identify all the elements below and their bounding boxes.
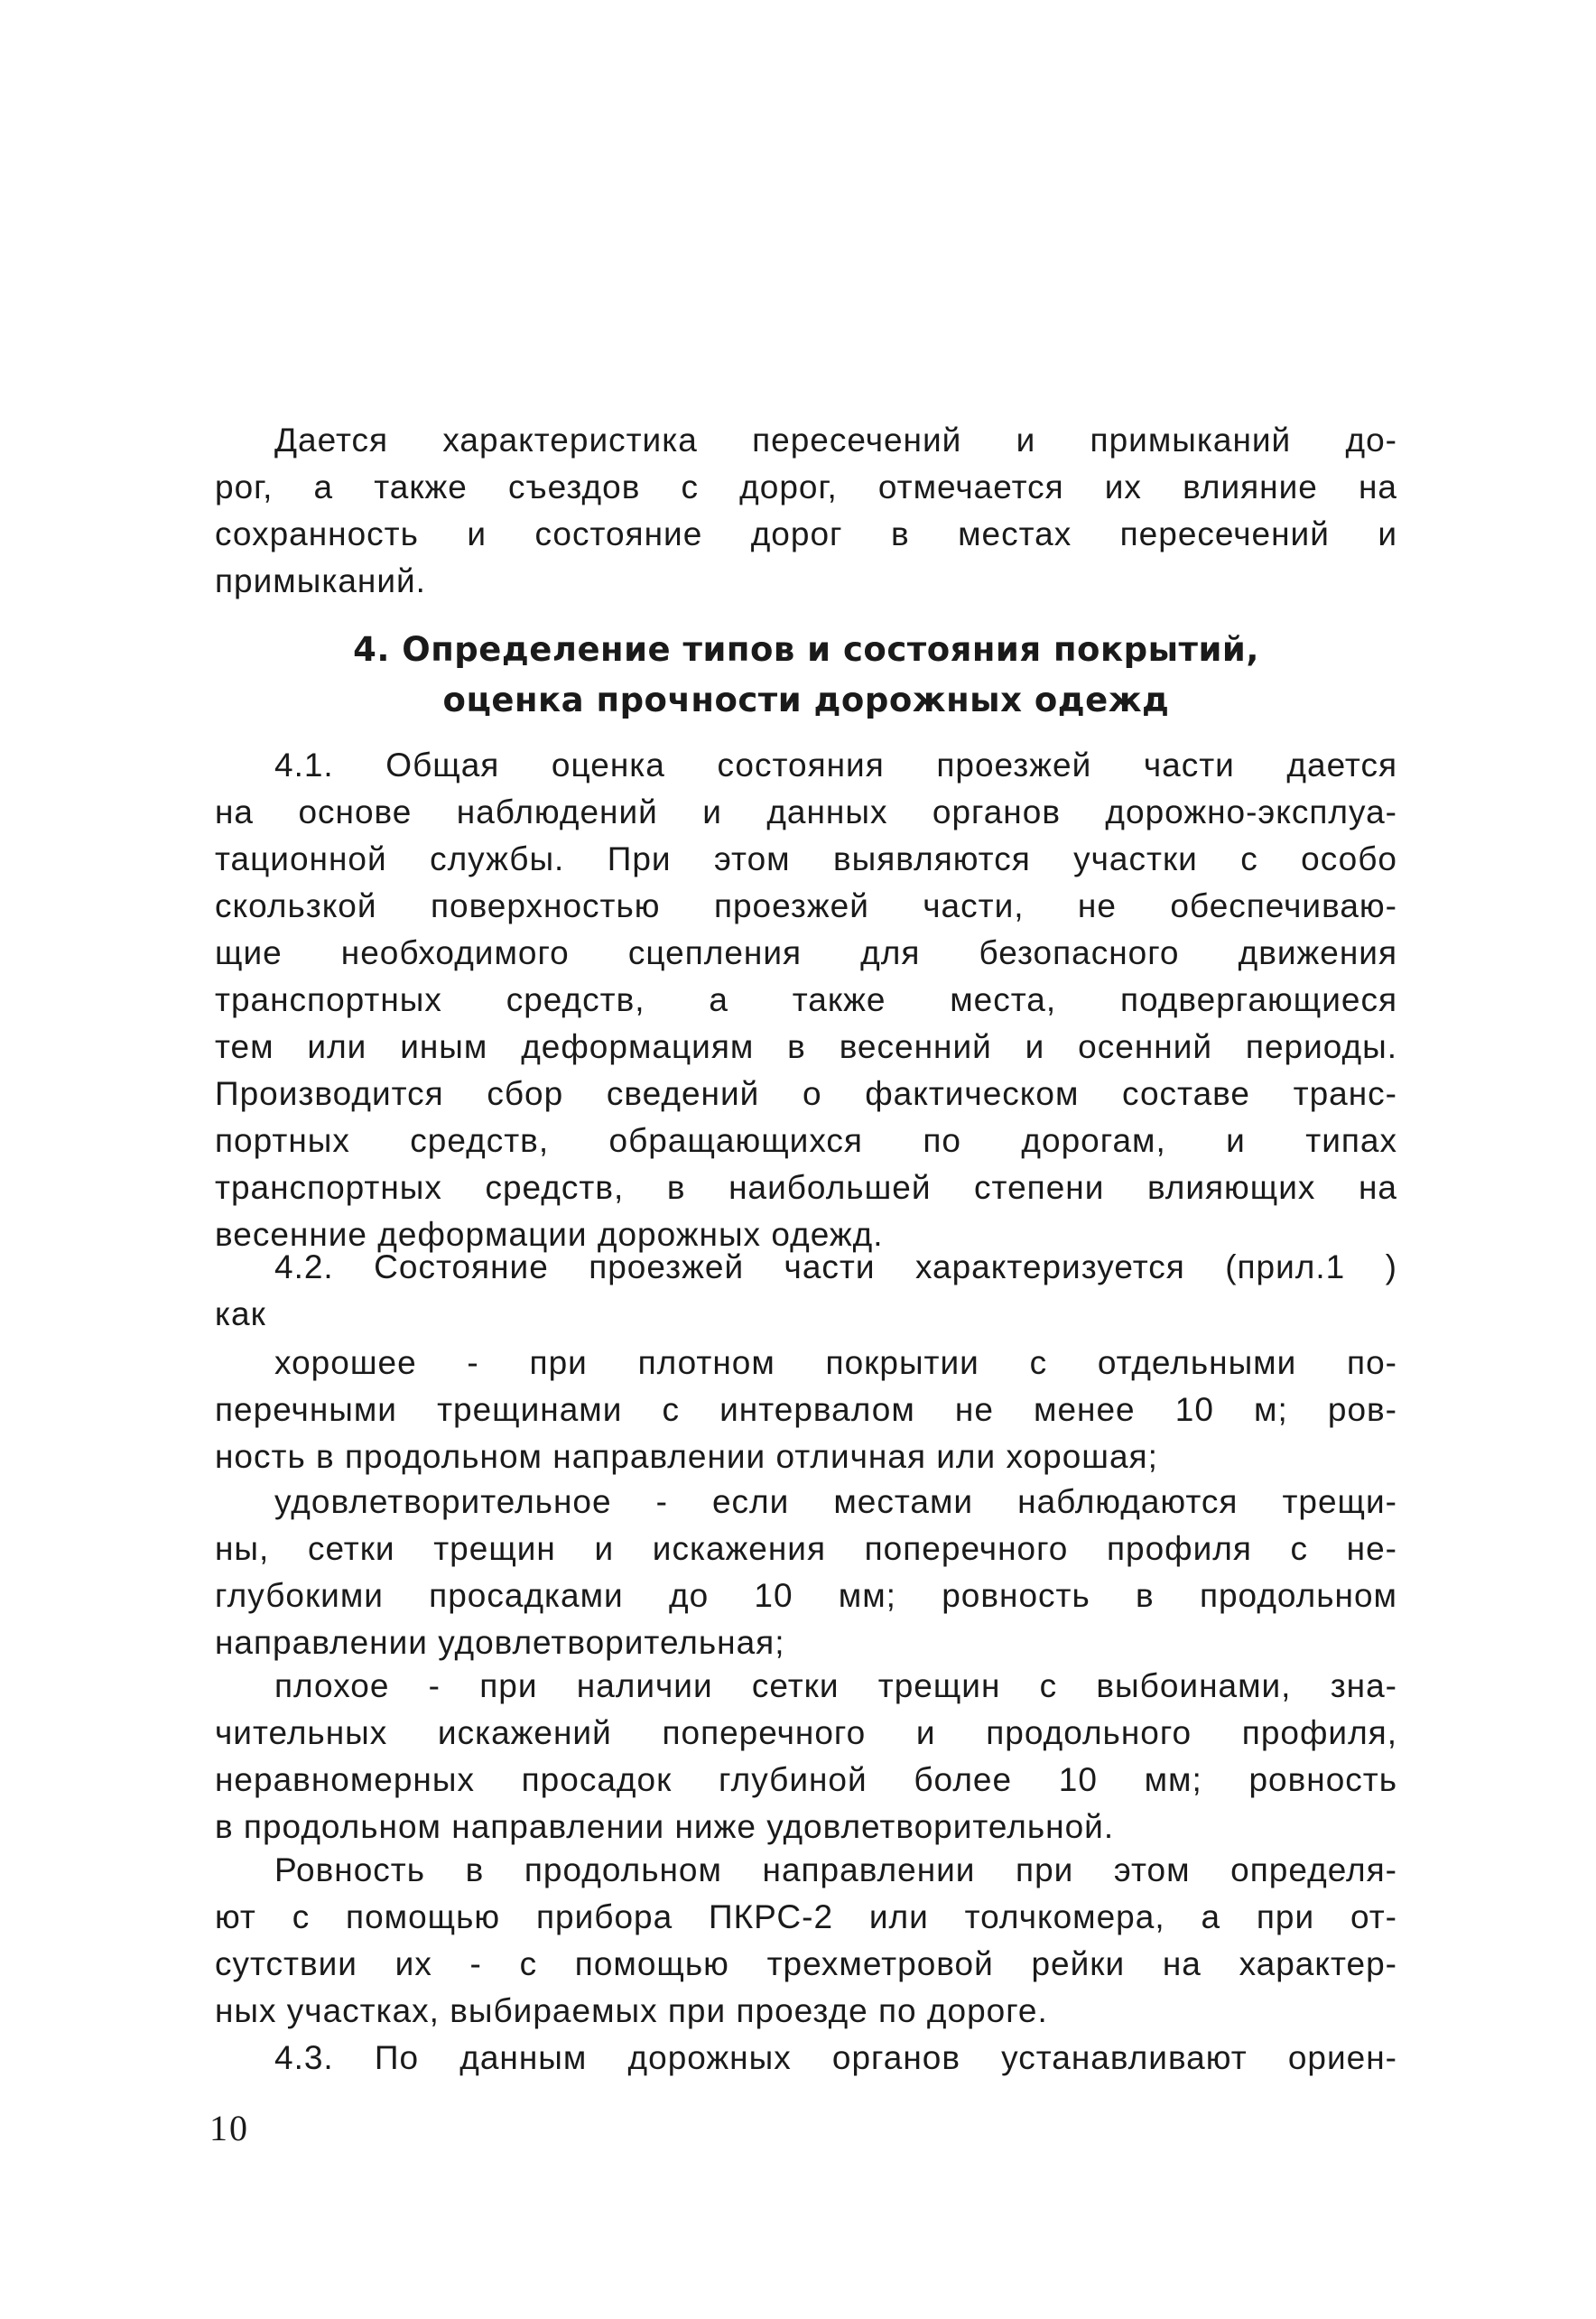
bad-line-4: в продольном направлении ниже удовлетворительной. <box>215 1808 1115 1845</box>
good-line-3: ность в продольном направлении отличная или хорошая; <box>215 1438 1158 1475</box>
paragraph-4-1 <box>215 742 1397 1258</box>
paragraph-bad <box>215 1663 1397 1851</box>
section-heading-line-2: оценка прочности дорожных одежд <box>442 681 1170 719</box>
p41-line-6: транспортных средств, а также места, подвергающиеся <box>215 981 1397 1018</box>
intro-line-1: Дается характеристика пересечений и примыканий до- <box>274 422 1397 459</box>
p41-line-10: транспортных средств, в наибольшей степени влияющих на <box>215 1169 1397 1206</box>
p42-line-1: 4.2. Состояние проезжей части характеризуется (прил.1 ) <box>274 1248 1397 1285</box>
p41-line-3: тационной службы. При этом выявляются участки с особо <box>215 840 1397 877</box>
p41-line-4: скользкой поверхностью проезжей части, не обеспечиваю- <box>215 887 1397 924</box>
evenness-line-2: ют с помощью прибора ПКРС-2 или толчкомера, а при от- <box>215 1898 1397 1935</box>
evenness-line-1: Ровность в продольном направлении при этом определя- <box>274 1851 1397 1888</box>
satisfactory-line-2: ны, сетки трещин и искажения поперечного профиля с не- <box>215 1530 1397 1567</box>
p41-line-5: щие необходимого сцепления для безопасного движения <box>215 934 1397 971</box>
intro-line-3: сохранность и состояние дорог в местах пересечений и <box>215 515 1397 552</box>
good-line-1: хорошее - при плотном покрытии с отдельными по- <box>274 1344 1397 1381</box>
satisfactory-line-1: удовлетворительное - если местами наблюдаются трещи- <box>274 1483 1397 1520</box>
evenness-line-3: сутствии их - с помощью трехметровой рейки на характер- <box>215 1945 1397 1982</box>
p41-line-7: тем или иным деформациям в весенний и осенний периоды. <box>215 1028 1397 1065</box>
bad-line-2: чительных искажений поперечного и продольного профиля, <box>215 1714 1397 1751</box>
section-heading-line-1: 4. Определение типов и состояния покрытий, <box>353 630 1259 669</box>
section-heading <box>215 625 1397 726</box>
p41-line-11: весенние деформации дорожных одежд. <box>215 1216 884 1253</box>
paragraph-4-3 <box>215 2035 1397 2082</box>
paragraph-good <box>215 1340 1397 1480</box>
intro-paragraph <box>215 417 1397 605</box>
p41-line-2: на основе наблюдений и данных органов дорожно-эксплуа- <box>215 793 1397 830</box>
p42-line-2: как <box>215 1295 266 1332</box>
bad-line-1: плохое - при наличии сетки трещин с выбоинами, зна- <box>274 1667 1397 1704</box>
page-number: 10 <box>209 2108 249 2148</box>
good-line-2: перечными трещинами с интервалом не менее 10 м; ров- <box>215 1391 1397 1428</box>
p43-line-1: 4.3. По данным дорожных органов устанавливают ориен- <box>274 2039 1397 2076</box>
evenness-line-4: ных участках, выбираемых при проезде по дороге. <box>215 1992 1048 2029</box>
intro-line-2: рог, а также съездов с дорог, отмечается их влияние на <box>215 468 1397 506</box>
paragraph-satisfactory <box>215 1479 1397 1666</box>
p41-line-9: портных средств, обращающихся по дорогам, и типах <box>215 1122 1397 1159</box>
paragraph-4-2 <box>215 1244 1397 1338</box>
satisfactory-line-3: глубокими просадками до 10 мм; ровность в продольном <box>215 1577 1397 1614</box>
bad-line-3: неравномерных просадок глубиной более 10 мм; ровность <box>215 1761 1397 1798</box>
satisfactory-line-4: направлении удовлетворительная; <box>215 1624 785 1661</box>
paragraph-evenness <box>215 1847 1397 2035</box>
p41-line-1: 4.1. Общая оценка состояния проезжей части дается <box>274 747 1397 784</box>
intro-line-4: примыканий. <box>215 562 426 599</box>
p41-line-8: Производится сбор сведений о фактическом составе транс- <box>215 1075 1397 1112</box>
